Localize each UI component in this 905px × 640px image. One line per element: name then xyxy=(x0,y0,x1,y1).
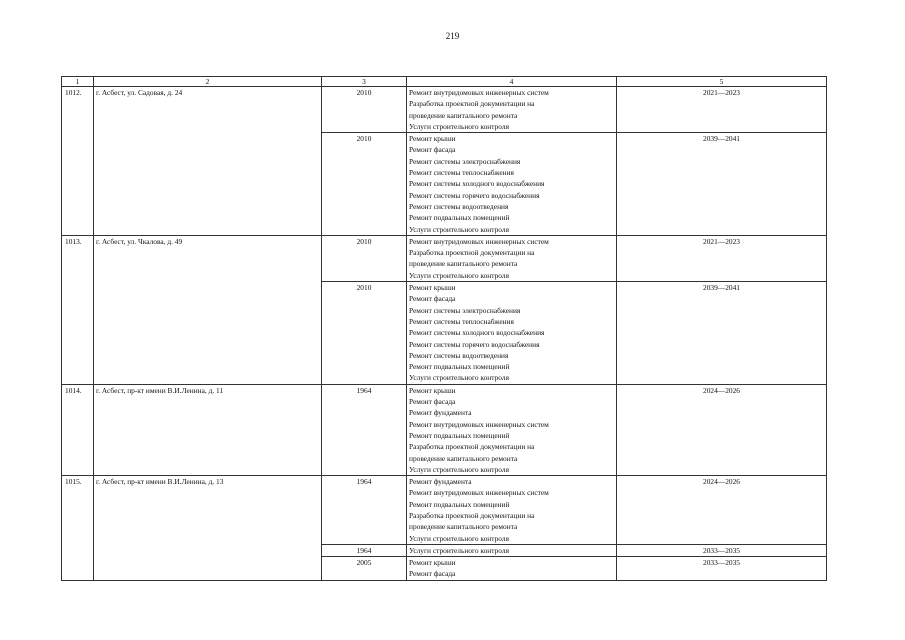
address-cell: г. Асбест, ул. Садовая, д. 24 xyxy=(94,87,322,236)
year-cell: 2005 xyxy=(322,557,407,581)
work-item: Ремонт фасада xyxy=(409,569,456,579)
table-body xyxy=(62,77,827,581)
period-cell: 2021—2023 xyxy=(617,235,827,281)
period-cell: 2039—2041 xyxy=(617,282,827,385)
work-item: проведение капитального ремонта xyxy=(409,259,518,269)
work-item: Ремонт системы холодного водоснабжения xyxy=(409,179,545,189)
column-header: 1 xyxy=(62,77,94,87)
table-row xyxy=(62,235,827,281)
period-cell: 2021—2023 xyxy=(617,87,827,133)
work-item: Разработка проектной документации на xyxy=(409,99,535,109)
work-item: Ремонт системы теплоснабжения xyxy=(409,168,514,178)
period-cell: 2033—2035 xyxy=(617,557,827,581)
work-item: Ремонт фасада xyxy=(409,397,456,407)
period-cell: 2024—2026 xyxy=(617,476,827,545)
works-cell xyxy=(407,235,617,281)
work-item: Разработка проектной документации на xyxy=(409,248,535,258)
works-cell xyxy=(407,557,617,581)
work-item: Ремонт крыши xyxy=(409,283,456,293)
work-item: Ремонт системы теплоснабжения xyxy=(409,316,514,326)
work-item: Ремонт внутридомовых инженерных систем xyxy=(409,236,549,246)
column-header: 5 xyxy=(617,77,827,87)
work-item: Ремонт фасада xyxy=(409,294,456,304)
work-item: Услуги строительного контроля xyxy=(409,224,509,234)
work-item: Ремонт подвальных помещений xyxy=(409,362,510,372)
work-item: Ремонт внутридомовых инженерных систем xyxy=(409,488,549,498)
work-item: проведение капитального ремонта xyxy=(409,110,518,120)
work-item: Ремонт системы горячего водоснабжения xyxy=(409,190,540,200)
work-item: Услуги строительного контроля xyxy=(409,464,509,474)
column-header: 4 xyxy=(407,77,617,87)
period-cell: 2033—2035 xyxy=(617,544,827,556)
year-cell: 1964 xyxy=(322,544,407,556)
page-number: 219 xyxy=(445,31,460,41)
work-item: проведение капитального ремонта xyxy=(409,453,518,463)
works-cell xyxy=(407,133,617,236)
works-cell xyxy=(407,476,617,545)
works-cell xyxy=(407,87,617,133)
work-item: Услуги строительного контроля xyxy=(409,121,509,131)
address-cell: г. Асбест, ул. Чкалова, д. 49 xyxy=(94,235,322,384)
table-row xyxy=(62,87,827,133)
work-item: Ремонт фундамента xyxy=(409,408,472,418)
work-item: Услуги строительного контроля xyxy=(409,270,509,280)
period-cell: 2024—2026 xyxy=(617,384,827,475)
year-cell: 2010 xyxy=(322,282,407,385)
work-item: проведение капитального ремонта xyxy=(409,522,518,532)
works-cell xyxy=(407,544,617,556)
work-item: Ремонт крыши xyxy=(409,134,456,144)
work-item: Ремонт системы электроснабжения xyxy=(409,305,521,315)
year-cell: 1964 xyxy=(322,476,407,545)
work-item: Ремонт внутридомовых инженерных систем xyxy=(409,419,549,429)
table-row xyxy=(62,384,827,475)
work-item: Ремонт крыши xyxy=(409,558,456,568)
table-row xyxy=(62,476,827,545)
work-item: Ремонт подвальных помещений xyxy=(409,213,510,223)
year-cell: 2010 xyxy=(322,235,407,281)
column-header: 2 xyxy=(94,77,322,87)
work-item: Ремонт фундамента xyxy=(409,477,472,487)
works-cell xyxy=(407,282,617,385)
year-cell: 2010 xyxy=(322,133,407,236)
year-cell: 1964 xyxy=(322,384,407,475)
column-header-row xyxy=(62,77,827,87)
work-item: Ремонт системы водоотведения xyxy=(409,201,509,211)
address-cell: г. Асбест, пр-кт имени В.И.Ленина, д. 11 xyxy=(94,384,322,475)
work-item: Услуги строительного контроля xyxy=(409,373,509,383)
row-number: 1014. xyxy=(62,384,94,475)
row-number: 1012. xyxy=(62,87,94,236)
row-number: 1015. xyxy=(62,476,94,581)
work-item: Услуги строительного контроля xyxy=(409,545,509,555)
address-cell: г. Асбест, пр-кт имени В.И.Ленина, д. 13 xyxy=(94,476,322,581)
work-item: Ремонт системы электроснабжения xyxy=(409,156,521,166)
period-cell: 2039—2041 xyxy=(617,133,827,236)
work-item: Ремонт подвальных помещений xyxy=(409,430,510,440)
row-number: 1013. xyxy=(62,235,94,384)
work-item: Ремонт системы горячего водоснабжения xyxy=(409,339,540,349)
work-item: Ремонт подвальных помещений xyxy=(409,499,510,509)
work-item: Ремонт фасада xyxy=(409,145,456,155)
works-cell xyxy=(407,384,617,475)
work-item: Ремонт внутридомовых инженерных систем xyxy=(409,88,549,97)
year-cell: 2010 xyxy=(322,87,407,133)
capital-repair-table xyxy=(61,76,827,581)
work-item: Разработка проектной документации на xyxy=(409,510,535,520)
work-item: Ремонт системы холодного водоснабжения xyxy=(409,328,545,338)
work-item: Услуги строительного контроля xyxy=(409,533,509,543)
work-item: Разработка проектной документации на xyxy=(409,442,535,452)
work-item: Ремонт системы водоотведения xyxy=(409,350,509,360)
column-header: 3 xyxy=(322,77,407,87)
work-item: Ремонт крыши xyxy=(409,385,456,395)
